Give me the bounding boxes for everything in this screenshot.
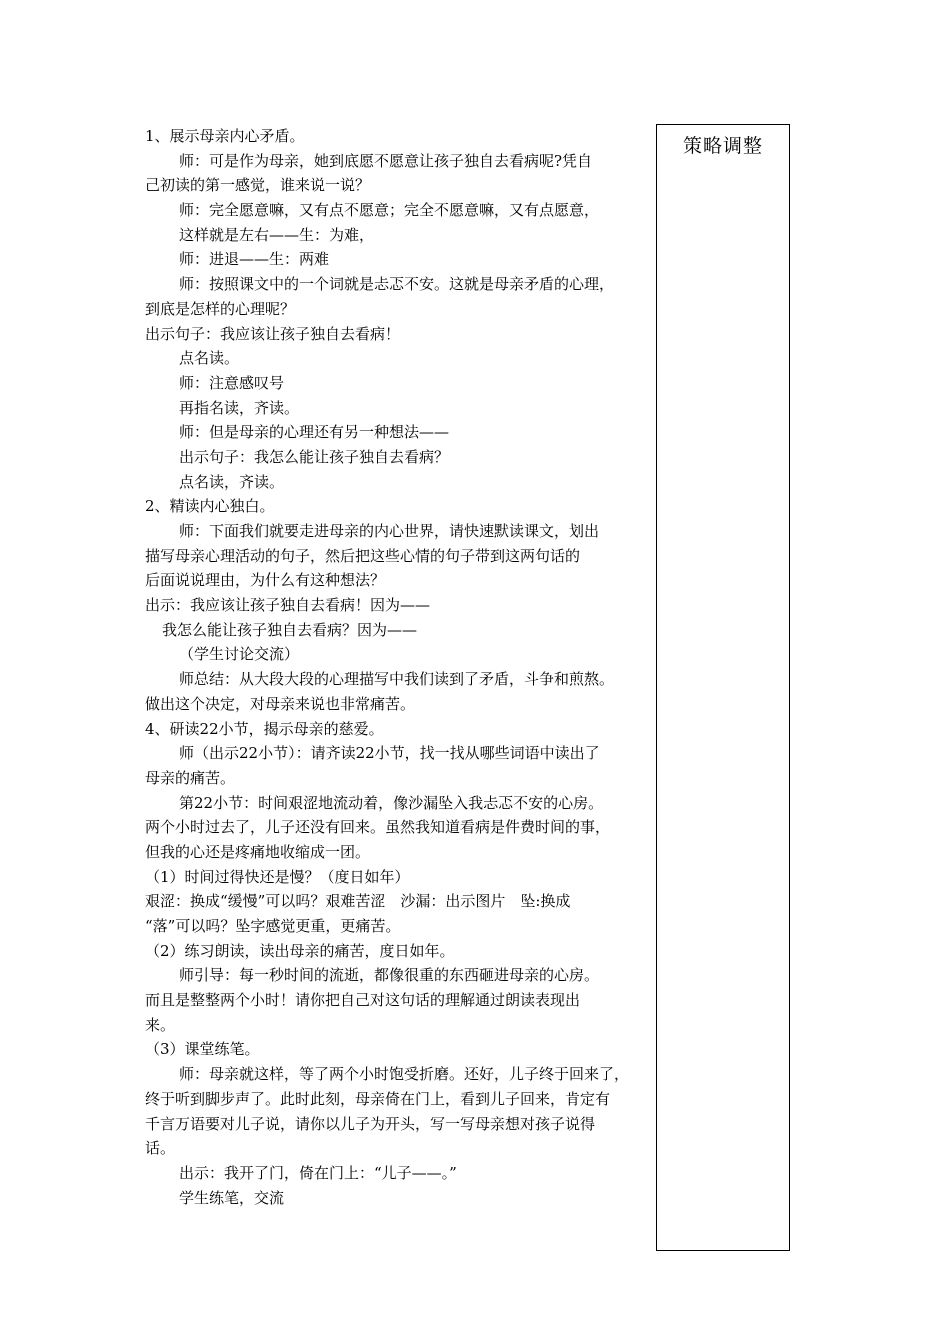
text-line: 出示：我应该让孩子独自去看病！因为—— (145, 596, 431, 615)
lesson-text (145, 124, 657, 1210)
text-line: 而且是整整两个小时！请你把自己对这句话的理解通过朗读表现出 (145, 991, 581, 1010)
text-line: 师：注意感叹号 (179, 373, 285, 392)
text-line: 出示句子：我应该让孩子独自去看病！ (145, 324, 401, 343)
text-line: 终于听到脚步声了。此时此刻，母亲倚在门上，看到儿子回来，肯定有 (145, 1089, 611, 1108)
text-line: 做出这个决定，对母亲来说也非常痛苦。 (145, 694, 416, 713)
text-line: 师：完全愿意嘛，又有点不愿意；完全不愿意嘛，又有点愿意， (179, 201, 600, 220)
text-line: 师（出示22小节）：请齐读22小节，找一找从哪些词语中读出了 (179, 744, 600, 763)
text-line: 后面说说理由，为什么有这种想法？ (145, 571, 386, 590)
text-line: 师：进退——生：两难 (179, 250, 330, 269)
text-line: 千言万语要对儿子说，请你以儿子为开头，写一写母亲想对孩子说得 (145, 1114, 596, 1133)
text-line: 点名读，齐读。 (179, 472, 285, 491)
text-line: “落”可以吗？坠字感觉更重，更痛苦。 (145, 917, 401, 935)
text-line: 再指名读，齐读。 (179, 398, 300, 417)
text-line: （学生讨论交流） (179, 645, 300, 664)
text-line: （2）练习朗读，读出母亲的痛苦，度日如年。 (145, 941, 455, 960)
text-line: 师：下面我们就要走进母亲的内心世界，请快速默读课文，划出 (179, 522, 600, 540)
text-line: 师总结：从大段大段的心理描写中我们读到了矛盾，斗争和煎熬。 (179, 670, 615, 689)
text-line: 到底是怎样的心理呢？ (145, 299, 296, 318)
text-line: 这样就是左右——生：为难， (179, 225, 375, 244)
text-line: （3）课堂练笔。 (145, 1040, 260, 1059)
text-line: 点名读。 (179, 349, 240, 368)
text-line: 学生练笔，交流 (179, 1188, 285, 1207)
text-line: 师：按照课文中的一个词就是忐忑不安。这就是母亲矛盾的心理， (179, 275, 615, 294)
text-line: 描写母亲心理活动的句子，然后把这些心情的句子带到这两句话的 (145, 546, 581, 565)
text-line: 两个小时过去了，儿子还没有回来。虽然我知道看病是件费时间的事， (145, 818, 611, 837)
text-line: 师：但是母亲的心理还有另一种想法—— (179, 423, 450, 442)
text-line: 师引导：每一秒时间的流逝，都像很重的东西砸进母亲的心房。 (179, 966, 600, 985)
text-line: 但我的心还是疼痛地收缩成一团。 (145, 842, 371, 861)
strategy-adjustment-column (656, 124, 790, 1251)
text-line: 来。 (145, 1015, 176, 1034)
text-line: 母亲的痛苦。 (145, 768, 236, 787)
text-line: 己初读的第一感觉，谁来说一说？ (145, 176, 371, 195)
text-line: 艰涩：换成“缓慢”可以吗？艰难苦涩 沙漏：出示图片 坠:换成 (145, 892, 571, 911)
text-line: 第22小节：时间艰涩地流动着，像沙漏坠入我忐忑不安的心房。 (179, 793, 604, 812)
strategy-adjustment-title: 策略调整 (682, 135, 763, 157)
text-line: 1、展示母亲内心矛盾。 (145, 127, 305, 145)
text-line: 出示：我开了门，倚在门上：“儿子——。” (179, 1163, 457, 1182)
text-line: 我怎么能让孩子独自去看病？因为—— (162, 620, 418, 639)
text-line: 出示句子：我怎么能让孩子独自去看病？ (179, 447, 450, 466)
text-line: 师：母亲就这样，等了两个小时饱受折磨。还好，儿子终于回来了， (179, 1065, 630, 1084)
text-line: 4、研读22小节，揭示母亲的慈爱。 (145, 719, 384, 738)
text-line: 话。 (145, 1139, 176, 1158)
text-line: （1）时间过得快还是慢？（度日如年） (145, 867, 410, 886)
text-line: 师：可是作为母亲，她到底愿不愿意让孩子独自去看病呢?凭自 (179, 151, 593, 170)
text-line: 2、精读内心独白。 (145, 497, 275, 516)
